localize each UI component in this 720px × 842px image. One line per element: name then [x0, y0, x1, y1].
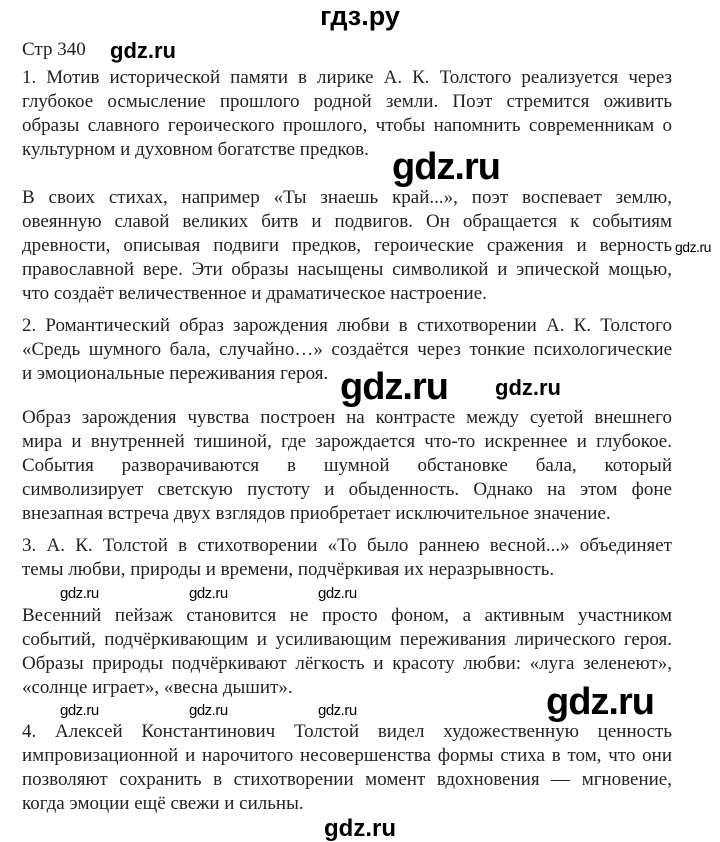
text-line: когда эмоции ещё свежи и сильны. — [22, 793, 304, 814]
text-line: 1. Мотив исторической памяти в лирике А. К. Толстого реализуется через — [22, 67, 672, 88]
watermark: gdz.ru — [675, 239, 711, 255]
text-line: культурном и духовном богатстве предков. — [22, 139, 369, 160]
text-line: В своих стихах, например «Ты знаешь край...», поэт воспевает землю, — [22, 187, 672, 208]
watermark: gdz.ru — [495, 375, 561, 400]
text-line: 3. А. К. Толстой в стихотворении «То было раннею весной...» объединяет — [22, 535, 672, 556]
watermark: gdz.ru — [318, 585, 357, 602]
text-line: и эмоциональные переживания героя. — [22, 363, 329, 384]
watermark: gdz.ru — [324, 815, 396, 842]
text-line: глубокое осмысление прошлого родной земли. Поэт стремится оживить — [22, 91, 672, 112]
text-line: мира и внутренней тишиной, где зарождается что-то искреннее и глубокое. — [22, 431, 672, 452]
watermark: gdz.ru — [60, 585, 99, 602]
watermark: gdz.ru — [318, 702, 357, 719]
paragraph — [22, 720, 672, 816]
text-line: 2. Романтический образ зарождения любви в стихотворении А. К. Толстого — [22, 315, 672, 336]
text-line: темы любви, природы и времени, подчёркивая их неразрывность. — [22, 559, 555, 580]
text-line: православной вере. Эти образы насыщены символикой и эпической мощью, — [22, 259, 672, 280]
text-line: импровизационной и нарочитого несовершенства формы стиха в том, что они — [22, 745, 672, 766]
watermark: gdz.ru — [340, 366, 448, 408]
text-line: Образы природы подчёркивают лёгкость и красоту любви: «луга зеленеют», — [22, 653, 672, 674]
text-line: События разворачиваются в шумной обстановке бала, который — [22, 455, 672, 476]
site-title: гдз.ру — [320, 1, 400, 31]
text-line: позволяют сохранить в стихотворении момент вдохновения — мгновение, — [22, 769, 672, 790]
text-line: «солнце играет», «весна дышит». — [22, 677, 293, 698]
text-line: овеянную славой великих битв и подвигов. Он обращается к событиям — [22, 211, 672, 232]
text-line: символизирует светскую пустоту и обыденность. Однако на этом фоне — [22, 479, 672, 500]
text-line: внезапная встреча двух взглядов приобретает исключительное значение. — [22, 503, 611, 524]
paragraph — [22, 186, 672, 306]
page-label: Стр 340 — [22, 39, 86, 60]
text-line: событий, подчёркивающим и усиливающим переживания лирического героя. — [22, 629, 672, 650]
text-line: «Средь шумного бала, случайно…» создаётся через тонкие психологические — [22, 339, 672, 360]
text-line: древности, описывая подвиги предков, героические сражения и верность — [22, 235, 672, 256]
watermark: gdz.ru — [189, 702, 228, 719]
watermark: gdz.ru — [110, 38, 176, 63]
watermark: gdz.ru — [546, 681, 654, 723]
paragraph — [22, 534, 672, 582]
text-line: образы славного героического прошлого, чтобы напомнить современникам о — [22, 115, 672, 136]
watermark: gdz.ru — [392, 146, 500, 188]
paragraph — [22, 66, 672, 162]
paragraph — [22, 406, 672, 526]
text-line: Образ зарождения чувства построен на контрасте между суетой внешнего — [22, 407, 672, 428]
text-line: 4. Алексей Константинович Толстой видел художественную ценность — [22, 721, 672, 742]
text-line: Весенний пейзаж становится не просто фоном, а активным участником — [22, 605, 672, 626]
text-line: что создаёт величественное и драматическое настроение. — [22, 283, 487, 304]
watermark: gdz.ru — [60, 702, 99, 719]
watermark: gdz.ru — [189, 585, 228, 602]
